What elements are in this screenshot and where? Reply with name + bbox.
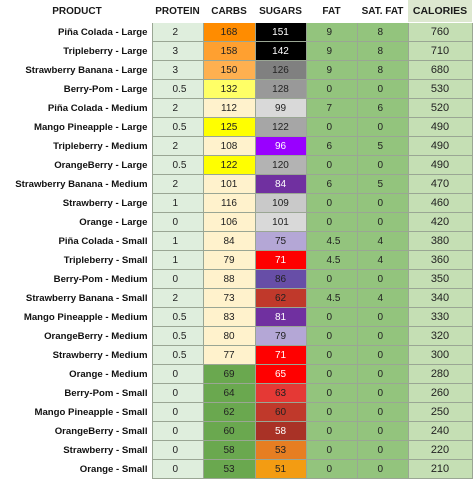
header-row [2,0,472,23]
fat-cell: 0 [306,270,357,289]
table-row [2,251,472,270]
table-row [2,270,472,289]
satfat-cell: 5 [357,137,408,156]
calories-cell: 710 [408,42,472,61]
carbs-cell: 60 [203,422,255,441]
calories-cell: 380 [408,232,472,251]
calories-cell: 530 [408,80,472,99]
product-name-cell: Strawberry Banana - Medium [2,175,152,194]
table-row [2,346,472,365]
fat-cell: 4.5 [306,289,357,308]
protein-cell: 1 [152,232,203,251]
carbs-cell: 168 [203,23,255,42]
product-name-cell: Strawberry - Small [2,441,152,460]
product-name-cell: Strawberry Banana - Small [2,289,152,308]
satfat-cell: 0 [357,346,408,365]
table-row [2,289,472,308]
satfat-cell: 4 [357,251,408,270]
nutrition-table [2,0,473,479]
carbs-cell: 80 [203,327,255,346]
calories-cell: 760 [408,23,472,42]
calories-cell: 460 [408,194,472,213]
calories-cell: 210 [408,460,472,479]
header-carbs: CARBS [203,0,255,23]
calories-cell: 490 [408,156,472,175]
table-row [2,441,472,460]
carbs-cell: 84 [203,232,255,251]
fat-cell: 9 [306,61,357,80]
calories-cell: 420 [408,213,472,232]
product-name-cell: Berry-Pom - Small [2,384,152,403]
product-name-cell: Mango Pineapple - Large [2,118,152,137]
carbs-cell: 79 [203,251,255,270]
sugars-cell: 96 [255,137,306,156]
table-row [2,232,472,251]
satfat-cell: 0 [357,422,408,441]
table-row [2,42,472,61]
fat-cell: 0 [306,156,357,175]
fat-cell: 6 [306,137,357,156]
sugars-cell: 53 [255,441,306,460]
product-name-cell: Piña Colada - Large [2,23,152,42]
sugars-cell: 86 [255,270,306,289]
fat-cell: 4.5 [306,232,357,251]
fat-cell: 0 [306,422,357,441]
protein-cell: 2 [152,175,203,194]
header-fat: FAT [306,0,357,23]
carbs-cell: 58 [203,441,255,460]
sugars-cell: 122 [255,118,306,137]
sugars-cell: 99 [255,99,306,118]
fat-cell: 0 [306,213,357,232]
product-name-cell: Strawberry Banana - Large [2,61,152,80]
protein-cell: 0 [152,441,203,460]
carbs-cell: 116 [203,194,255,213]
sugars-cell: 62 [255,289,306,308]
sugars-cell: 109 [255,194,306,213]
fat-cell: 0 [306,80,357,99]
protein-cell: 0 [152,365,203,384]
calories-cell: 330 [408,308,472,327]
calories-cell: 470 [408,175,472,194]
sugars-cell: 79 [255,327,306,346]
calories-cell: 320 [408,327,472,346]
header-sat-fat: SAT. FAT [357,0,408,23]
protein-cell: 0 [152,403,203,422]
table-row [2,156,472,175]
fat-cell: 0 [306,384,357,403]
carbs-cell: 106 [203,213,255,232]
fat-cell: 0 [306,194,357,213]
calories-cell: 240 [408,422,472,441]
protein-cell: 0 [152,384,203,403]
protein-cell: 2 [152,137,203,156]
sugars-cell: 120 [255,156,306,175]
satfat-cell: 0 [357,194,408,213]
table-row [2,80,472,99]
protein-cell: 1 [152,251,203,270]
sugars-cell: 71 [255,251,306,270]
satfat-cell: 4 [357,289,408,308]
protein-cell: 0 [152,460,203,479]
satfat-cell: 0 [357,156,408,175]
product-name-cell: Berry-Pom - Medium [2,270,152,289]
satfat-cell: 8 [357,42,408,61]
protein-cell: 0.5 [152,346,203,365]
fat-cell: 7 [306,99,357,118]
calories-cell: 490 [408,137,472,156]
satfat-cell: 0 [357,118,408,137]
product-name-cell: Tripleberry - Small [2,251,152,270]
carbs-cell: 77 [203,346,255,365]
carbs-cell: 112 [203,99,255,118]
satfat-cell: 6 [357,99,408,118]
table-row [2,327,472,346]
table-body [2,23,472,479]
calories-cell: 360 [408,251,472,270]
product-name-cell: OrangeBerry - Large [2,156,152,175]
protein-cell: 3 [152,61,203,80]
fat-cell: 0 [306,118,357,137]
carbs-cell: 62 [203,403,255,422]
protein-cell: 2 [152,99,203,118]
fat-cell: 6 [306,175,357,194]
satfat-cell: 0 [357,308,408,327]
fat-cell: 0 [306,327,357,346]
fat-cell: 0 [306,308,357,327]
calories-cell: 340 [408,289,472,308]
product-name-cell: Mango Pineapple - Small [2,403,152,422]
table-row [2,213,472,232]
table-row [2,384,472,403]
calories-cell: 280 [408,365,472,384]
sugars-cell: 60 [255,403,306,422]
table-row [2,194,472,213]
product-name-cell: Strawberry - Large [2,194,152,213]
fat-cell: 0 [306,365,357,384]
sugars-cell: 58 [255,422,306,441]
satfat-cell: 0 [357,213,408,232]
table-row [2,99,472,118]
calories-cell: 680 [408,61,472,80]
satfat-cell: 0 [357,441,408,460]
fat-cell: 0 [306,403,357,422]
product-name-cell: Mango Pineapple - Medium [2,308,152,327]
satfat-cell: 0 [357,384,408,403]
carbs-cell: 132 [203,80,255,99]
calories-cell: 250 [408,403,472,422]
table-row [2,175,472,194]
fat-cell: 4.5 [306,251,357,270]
satfat-cell: 0 [357,327,408,346]
calories-cell: 260 [408,384,472,403]
table-row [2,137,472,156]
header-sugars: SUGARS [255,0,306,23]
header-product: PRODUCT [2,0,152,23]
sugars-cell: 128 [255,80,306,99]
protein-cell: 0.5 [152,80,203,99]
sugars-cell: 65 [255,365,306,384]
carbs-cell: 101 [203,175,255,194]
protein-cell: 0.5 [152,118,203,137]
sugars-cell: 84 [255,175,306,194]
fat-cell: 0 [306,441,357,460]
sugars-cell: 71 [255,346,306,365]
table-row [2,460,472,479]
table-row [2,403,472,422]
carbs-cell: 64 [203,384,255,403]
carbs-cell: 125 [203,118,255,137]
table-row [2,23,472,42]
carbs-cell: 150 [203,61,255,80]
carbs-cell: 158 [203,42,255,61]
sugars-cell: 101 [255,213,306,232]
calories-cell: 300 [408,346,472,365]
protein-cell: 2 [152,23,203,42]
table-row [2,308,472,327]
fat-cell: 0 [306,460,357,479]
table-row [2,422,472,441]
protein-cell: 0.5 [152,327,203,346]
carbs-cell: 83 [203,308,255,327]
calories-cell: 220 [408,441,472,460]
carbs-cell: 108 [203,137,255,156]
satfat-cell: 0 [357,460,408,479]
table-row [2,61,472,80]
product-name-cell: OrangeBerry - Small [2,422,152,441]
calories-cell: 520 [408,99,472,118]
header-calories: CALORIES [408,0,472,23]
calories-cell: 350 [408,270,472,289]
protein-cell: 3 [152,42,203,61]
product-name-cell: Orange - Small [2,460,152,479]
fat-cell: 9 [306,23,357,42]
satfat-cell: 8 [357,61,408,80]
protein-cell: 0.5 [152,308,203,327]
satfat-cell: 0 [357,403,408,422]
fat-cell: 0 [306,346,357,365]
product-name-cell: OrangeBerry - Medium [2,327,152,346]
product-name-cell: Piña Colada - Small [2,232,152,251]
header-protein: PROTEIN [152,0,203,23]
carbs-cell: 122 [203,156,255,175]
sugars-cell: 151 [255,23,306,42]
protein-cell: 0 [152,422,203,441]
product-name-cell: Berry-Pom - Large [2,80,152,99]
protein-cell: 2 [152,289,203,308]
calories-cell: 490 [408,118,472,137]
carbs-cell: 88 [203,270,255,289]
product-name-cell: Strawberry - Medium [2,346,152,365]
sugars-cell: 126 [255,61,306,80]
product-name-cell: Piña Colada - Medium [2,99,152,118]
satfat-cell: 0 [357,365,408,384]
sugars-cell: 63 [255,384,306,403]
protein-cell: 0 [152,213,203,232]
product-name-cell: Tripleberry - Large [2,42,152,61]
satfat-cell: 4 [357,232,408,251]
sugars-cell: 81 [255,308,306,327]
carbs-cell: 53 [203,460,255,479]
satfat-cell: 8 [357,23,408,42]
sugars-cell: 75 [255,232,306,251]
satfat-cell: 5 [357,175,408,194]
product-name-cell: Orange - Large [2,213,152,232]
protein-cell: 0.5 [152,156,203,175]
product-name-cell: Orange - Medium [2,365,152,384]
fat-cell: 9 [306,42,357,61]
sugars-cell: 142 [255,42,306,61]
carbs-cell: 69 [203,365,255,384]
protein-cell: 0 [152,270,203,289]
protein-cell: 1 [152,194,203,213]
satfat-cell: 0 [357,270,408,289]
satfat-cell: 0 [357,80,408,99]
carbs-cell: 73 [203,289,255,308]
table-row [2,118,472,137]
product-name-cell: Tripleberry - Medium [2,137,152,156]
table-row [2,365,472,384]
sugars-cell: 51 [255,460,306,479]
